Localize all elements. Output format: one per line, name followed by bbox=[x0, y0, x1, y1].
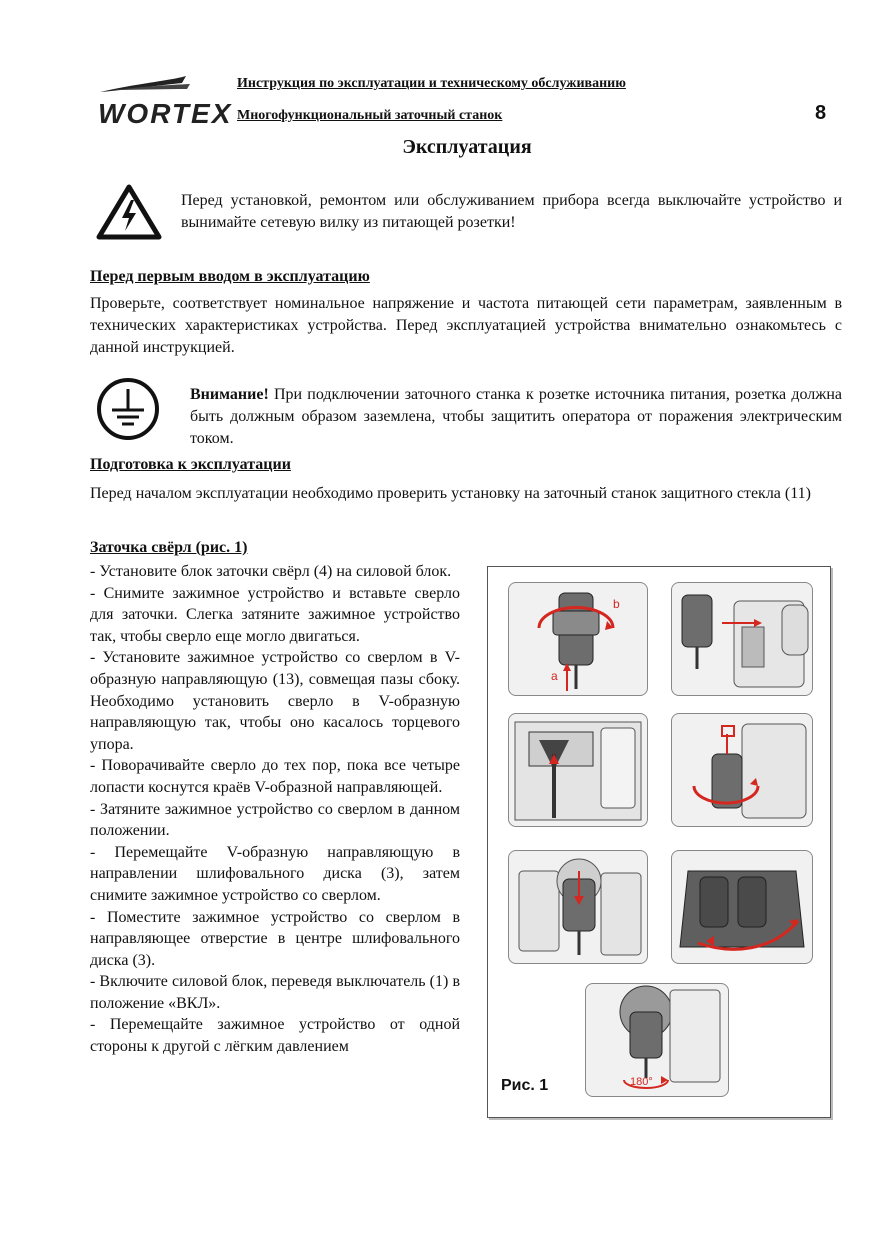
callout-a: a bbox=[551, 669, 558, 683]
figure-1 bbox=[487, 566, 831, 1118]
list-item: - Перемещайте зажимное устройство от одной стороны к другой с лёгким давлением bbox=[90, 1016, 460, 1056]
attention-label: Внимание! bbox=[190, 386, 269, 403]
header-line-2: Многофункциональный заточный станок bbox=[237, 108, 503, 123]
figure-label: Рис. 1 bbox=[501, 1077, 549, 1094]
logo-text: WORTEX bbox=[98, 98, 233, 129]
list-item: - Установите зажимное устройство со сверлом в V-образную направляющую (13), совмещая пазы сбоку. Необходимо установить сверло в V-образную направляющую так, чтобы оно касалось торцевого упора. bbox=[90, 649, 460, 753]
warning-text: Перед установкой, ремонтом или обслуживанием прибора всегда выключайте устройство и вынимайте сетевую вилку из питающей розетки! bbox=[181, 192, 842, 231]
list-item: - Перемещайте V-образную направляющую в направлении шлифовального диска (3), затем снимите зажимное устройство со сверлом. bbox=[90, 843, 460, 904]
figure-panel-4 bbox=[671, 713, 813, 827]
figure-panel-1 bbox=[508, 582, 648, 696]
figure-panel-6 bbox=[671, 850, 813, 964]
callout-b: b bbox=[613, 597, 620, 611]
list-item: - Затяните зажимное устройство со сверлом в данном положении. bbox=[90, 800, 460, 840]
drill-sharpening-steps bbox=[90, 561, 460, 1058]
figure-panel-7 bbox=[585, 983, 729, 1097]
high-voltage-warning-icon bbox=[96, 184, 162, 240]
section-heading-preparation: Подготовка к эксплуатации bbox=[90, 456, 291, 473]
section-heading-first-use: Перед первым вводом в эксплуатацию bbox=[90, 268, 370, 285]
list-item: - Поворачивайте сверло до тех пор, пока все четыре лопасти коснутся краёв V-образной направляющей. bbox=[90, 757, 460, 796]
wortex-logo bbox=[94, 74, 233, 132]
section-text-preparation: Перед началом эксплуатации необходимо проверить установку на заточный станок защитного стекла (11) bbox=[90, 485, 811, 502]
attention-paragraph bbox=[190, 384, 842, 450]
list-item: - Снимите зажимное устройство и вставьте сверло для заточки. Слегка затяните зажимное устройство так, чтобы сверло еще могло двигаться. bbox=[90, 584, 460, 645]
figure-panel-3 bbox=[508, 713, 648, 827]
list-item: - Поместите зажимное устройство со сверлом в направляющее отверстие в центре шлифовального диска (3). bbox=[90, 908, 460, 969]
list-item: - Включите силовой блок, переведя выключатель (1) в положение «ВКЛ». bbox=[90, 973, 460, 1012]
page-number: 8 bbox=[815, 102, 827, 124]
figure-panel-5 bbox=[508, 850, 648, 964]
list-item: - Установите блок заточки свёрл (4) на силовой блок. bbox=[90, 563, 452, 580]
attention-text: При подключении заточного станка к розетке источника питания, розетка должна быть должным образом заземлена, чтобы защитить оператора от поражения электрическим током. bbox=[190, 386, 842, 447]
header-line-1: Инструкция по эксплуатации и техническому обслуживанию bbox=[237, 76, 626, 91]
section-heading-drill-sharpening: Заточка свёрл (рис. 1) bbox=[90, 539, 248, 556]
ground-symbol-icon bbox=[96, 377, 160, 441]
page-title: Эксплуатация bbox=[402, 136, 532, 158]
section-text-first-use: Проверьте, соответствует номинальное напряжение и частота питающей сети параметрам, заявленным в технических характеристиках устройства. Перед эксплуатацией устройства внимательно ознакомьтесь с данной инструкцией. bbox=[90, 295, 842, 356]
figure-panel-2 bbox=[671, 582, 813, 696]
rotation-angle-label: 180° bbox=[630, 1076, 653, 1088]
